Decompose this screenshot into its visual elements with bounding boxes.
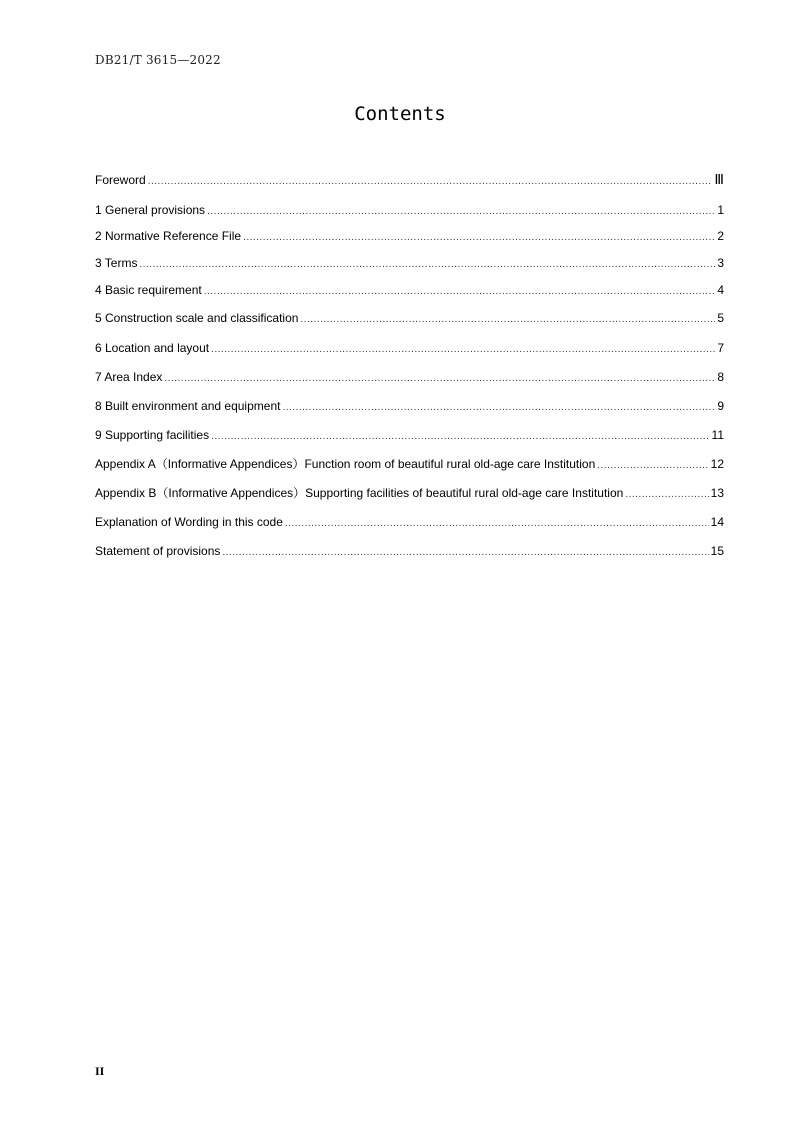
toc-entry-title: 8 Built environment and equipment (95, 399, 281, 413)
toc-page-number: Ⅲ (714, 173, 724, 188)
toc-leader-dots (211, 342, 715, 358)
toc-leader-dots (243, 230, 715, 246)
toc-entry-statement-of-provisions[interactable] (95, 543, 724, 561)
toc-page-number: 14 (710, 515, 724, 529)
toc-entry-title: Appendix B（Informative Appendices）Supporting facilities of beautiful rural old-age care Institution (95, 486, 624, 500)
toc-page-number: 5 (717, 311, 724, 325)
toc-entry-location-layout[interactable] (95, 340, 724, 358)
toc-entry-title: 1 General provisions (95, 203, 206, 217)
toc-entry-foreword[interactable] (95, 172, 724, 190)
toc-entry-supporting-facilities[interactable] (95, 427, 724, 445)
toc-entry-title: 6 Location and layout (95, 341, 210, 355)
toc-page-number: 15 (710, 544, 724, 558)
toc-entry-explanation-of-wording[interactable] (95, 514, 724, 532)
toc-leader-dots (300, 312, 715, 328)
document-code: DB21/T 3615—2022 (95, 53, 221, 67)
toc-entry-title: 2 Normative Reference File (95, 229, 242, 243)
toc-page-number: 12 (710, 457, 724, 471)
toc-leader-dots (597, 458, 708, 474)
toc-entry-normative-reference[interactable] (95, 228, 724, 246)
toc-entry-title: 7 Area Index (95, 370, 163, 384)
toc-entry-title: Foreword (95, 173, 146, 187)
toc-entry-title: 4 Basic requirement (95, 283, 202, 297)
toc-entry-appendix-a[interactable] (95, 456, 724, 474)
toc-page-number: 7 (717, 341, 724, 355)
toc-leader-dots (211, 429, 709, 445)
page-title: Contents (354, 103, 446, 125)
toc-page-number: 3 (717, 256, 724, 270)
toc-page-number: 8 (717, 370, 724, 384)
toc-leader-dots (222, 545, 708, 561)
toc-leader-dots (282, 400, 715, 416)
toc-leader-dots (204, 284, 716, 300)
toc-leader-dots (207, 204, 715, 220)
toc-entry-title: Explanation of Wording in this code (95, 515, 283, 529)
toc-entry-title: 9 Supporting facilities (95, 428, 210, 442)
toc-page-number: 1 (717, 203, 724, 217)
toc-entry-construction-scale[interactable] (95, 310, 724, 328)
footer-page-number: II (95, 1064, 105, 1078)
toc-leader-dots (148, 174, 713, 190)
toc-entry-title: Appendix A（Informative Appendices）Function room of beautiful rural old-age care Institution (95, 457, 596, 471)
toc-entry-terms[interactable] (95, 255, 724, 273)
toc-entry-general-provisions[interactable] (95, 202, 724, 220)
toc-page-number: 4 (717, 283, 724, 297)
toc-entry-title: 5 Construction scale and classification (95, 311, 299, 325)
toc-page-number: 13 (710, 486, 724, 500)
toc-entry-appendix-b[interactable] (95, 485, 724, 503)
toc-page-number: 9 (717, 399, 724, 413)
toc-entry-basic-requirement[interactable] (95, 282, 724, 300)
toc-leader-dots (139, 257, 715, 273)
toc-leader-dots (164, 371, 715, 387)
toc-page-number: 11 (711, 428, 724, 442)
toc-leader-dots (285, 516, 709, 532)
toc-entry-title: 3 Terms (95, 256, 138, 270)
toc-entry-title: Statement of provisions (95, 544, 221, 558)
toc-entry-area-index[interactable] (95, 369, 724, 387)
toc-leader-dots (625, 487, 708, 503)
toc-page-number: 2 (717, 229, 724, 243)
toc-entry-built-environment[interactable] (95, 398, 724, 416)
